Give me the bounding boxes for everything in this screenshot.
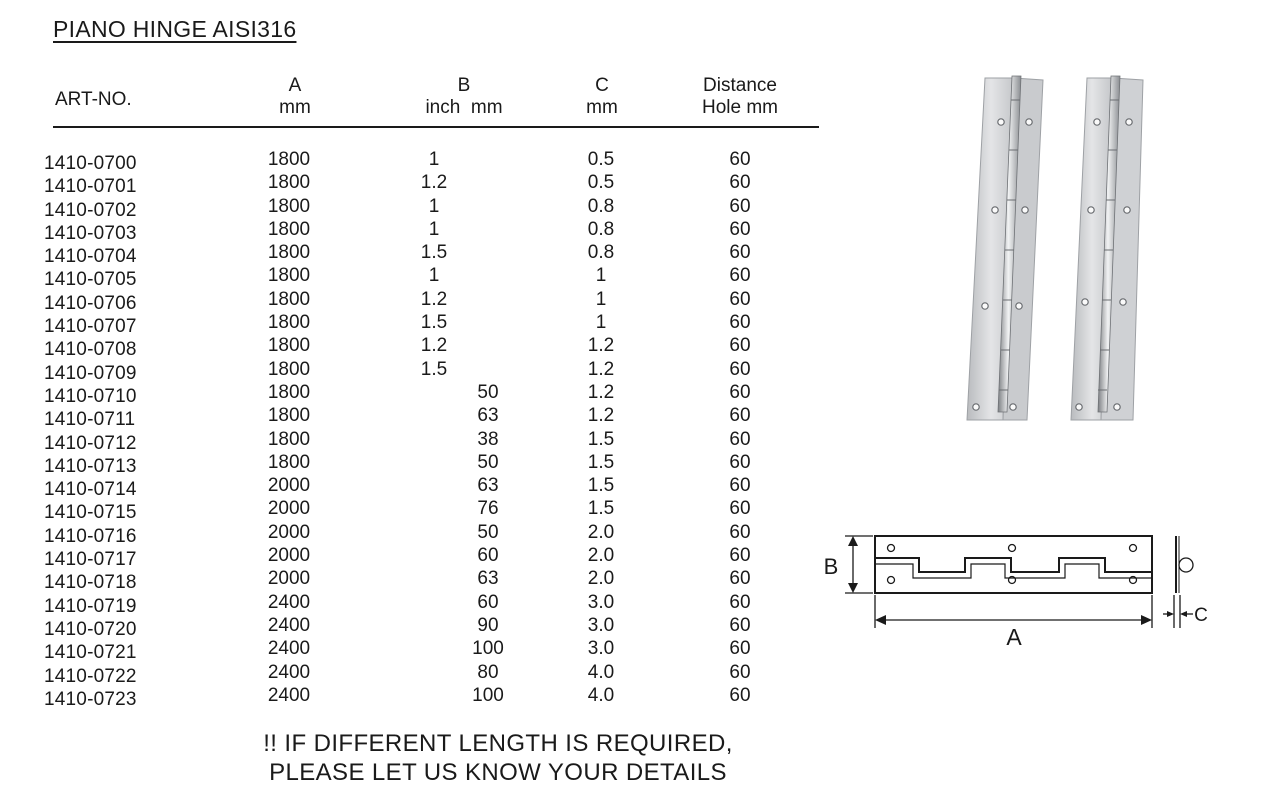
cell-length-a: 1800 [267,265,311,287]
cell-length-a: 1800 [267,405,311,427]
hinge-table-body [0,148,830,710]
cell-thickness-c: 0.8 [587,195,615,217]
cell-length-a: 1800 [267,242,311,264]
cell-width-mm: 50 [477,381,499,403]
cell-hole-distance: 60 [729,545,751,567]
table-row [0,591,830,617]
cell-art-no: 1410-0720 [44,618,137,640]
header-distance: Distance Hole mm [701,75,778,118]
header-art-no: ART-NO. [55,89,132,110]
cell-thickness-c: 0.8 [587,218,615,240]
piano-hinge-photo-icon [955,70,1155,426]
cell-hole-distance: 60 [729,312,751,334]
cell-thickness-c: 4.0 [587,661,615,683]
cell-thickness-c: 1 [595,288,607,310]
cell-hole-distance: 60 [729,475,751,497]
cell-width-inch: 1 [428,218,440,240]
cell-thickness-c: 3.0 [587,591,615,613]
table-row [0,521,830,547]
cell-thickness-c: 1 [595,265,607,287]
cell-hole-distance: 60 [729,428,751,450]
cell-width-inch: 1 [428,149,440,170]
cell-thickness-c: 1.2 [587,358,615,380]
cell-thickness-c: 1.5 [587,498,615,520]
cell-width-mm: 100 [472,684,504,706]
table-row [0,218,830,244]
cell-art-no: 1410-0719 [44,595,137,617]
cell-length-a: 1800 [267,358,311,380]
table-row [0,474,830,501]
cell-hole-distance: 60 [729,405,751,427]
table-row [0,358,830,384]
header-a: A mm [279,75,311,118]
cell-hole-distance: 60 [729,591,751,613]
table-row [0,311,830,338]
page-title: PIANO HINGE AISI316 [53,16,297,42]
cell-art-no: 1410-0709 [44,362,137,384]
table-row [0,241,830,268]
table-row [0,195,830,221]
cell-length-a: 1800 [267,381,311,403]
cell-hole-distance: 60 [729,661,751,683]
table-row [0,404,830,431]
cell-art-no: 1410-0704 [44,246,137,268]
table-row [0,334,830,361]
cell-art-no: 1410-0712 [44,432,137,454]
cell-length-a: 2000 [267,521,311,543]
cell-width-mm: 63 [477,568,499,590]
cell-art-no: 1410-0715 [44,502,137,524]
cell-thickness-c: 2.0 [587,568,615,590]
cell-length-a: 1800 [267,218,311,240]
cell-thickness-c: 1.2 [587,335,615,357]
cell-art-no: 1410-0711 [44,409,136,431]
table-row [0,428,830,454]
table-row [0,684,830,710]
cell-length-a: 2000 [267,475,311,497]
cell-thickness-c: 1.5 [587,428,615,450]
cell-hole-distance: 60 [729,172,751,194]
label-a: A [1006,624,1022,650]
cell-width-inch: 1.2 [420,335,448,357]
cell-art-no: 1410-0723 [44,688,137,710]
cell-width-inch: 1.2 [420,288,448,310]
cell-thickness-c: 1.5 [587,451,615,473]
cell-art-no: 1410-0718 [44,572,137,594]
cell-thickness-c: 1 [595,312,607,334]
cell-width-mm: 80 [477,661,499,683]
cell-width-mm: 90 [477,614,499,636]
cell-hole-distance: 60 [729,265,751,287]
cell-hole-distance: 60 [729,195,751,217]
table-row [0,148,830,174]
table-row [0,544,830,571]
table-row [0,497,830,524]
cell-hole-distance: 60 [729,684,751,706]
cell-art-no: 1410-0703 [44,222,137,244]
cell-length-a: 2000 [267,545,311,567]
label-c: C [1194,605,1208,626]
cell-length-a: 1800 [267,335,311,357]
table-row [0,637,830,664]
cell-hole-distance: 60 [729,568,751,590]
custom-length-note: !! IF DIFFERENT LENGTH IS REQUIRED, PLEASE LET US KNOW YOUR DETAILS [263,730,733,786]
cell-length-a: 1800 [267,195,311,217]
cell-art-no: 1410-0714 [44,479,137,501]
cell-width-mm: 38 [477,428,499,450]
cell-hole-distance: 60 [729,521,751,543]
cell-length-a: 2000 [267,498,311,520]
cell-length-a: 2400 [267,638,311,660]
cell-thickness-c: 2.0 [587,545,615,567]
cell-width-mm: 60 [477,545,499,567]
cell-art-no: 1410-0708 [44,339,137,361]
cell-width-inch: 1 [428,195,440,217]
cell-hole-distance: 60 [729,149,751,170]
cell-art-no: 1410-0716 [44,525,137,547]
cell-art-no: 1410-0721 [44,642,137,664]
cell-length-a: 1800 [267,149,311,170]
cell-thickness-c: 4.0 [587,684,615,706]
cell-width-mm: 76 [477,498,499,520]
table-row [0,264,830,291]
cell-thickness-c: 3.0 [587,638,615,660]
cell-length-a: 2000 [267,568,311,590]
cell-hole-distance: 60 [729,451,751,473]
cell-thickness-c: 1.2 [587,405,615,427]
cell-length-a: 1800 [267,428,311,450]
cell-hole-distance: 60 [729,614,751,636]
cell-hole-distance: 60 [729,288,751,310]
cell-art-no: 1410-0710 [44,385,137,407]
table-row [0,661,830,687]
cell-width-mm: 63 [477,405,499,427]
table-row [0,451,830,477]
cell-art-no: 1410-0717 [44,549,137,571]
header-b: B inch mm [425,75,503,118]
table-row [0,171,830,198]
header-rule [53,126,819,128]
cell-length-a: 2400 [267,591,311,613]
cell-length-a: 1800 [267,451,311,473]
cell-width-mm: 50 [477,451,499,473]
cell-thickness-c: 2.0 [587,521,615,543]
cell-art-no: 1410-0702 [44,199,137,221]
cell-width-inch: 1 [428,265,440,287]
cell-art-no: 1410-0713 [44,455,137,477]
cell-width-inch: 1.5 [420,312,448,334]
cell-width-inch: 1.5 [420,242,448,264]
cell-hole-distance: 60 [729,358,751,380]
cell-hole-distance: 60 [729,242,751,264]
cell-art-no: 1410-0707 [44,316,137,338]
cell-length-a: 1800 [267,172,311,194]
table-row [0,288,830,314]
cell-hole-distance: 60 [729,638,751,660]
cell-width-mm: 60 [477,591,499,613]
table-row [0,381,830,407]
cell-length-a: 1800 [267,312,311,334]
cell-width-inch: 1.5 [420,358,448,380]
cell-art-no: 1410-0705 [44,269,137,291]
cell-hole-distance: 60 [729,381,751,403]
cell-thickness-c: 0.5 [587,149,615,170]
cell-width-mm: 63 [477,475,499,497]
cell-hole-distance: 60 [729,498,751,520]
cell-art-no: 1410-0700 [44,153,137,174]
cell-width-mm: 50 [477,521,499,543]
cell-thickness-c: 3.0 [587,614,615,636]
table-row [0,567,830,594]
hinge-dimension-diagram-icon [815,528,1215,658]
label-b: B [823,554,839,579]
cell-hole-distance: 60 [729,335,751,357]
cell-thickness-c: 1.2 [587,381,615,403]
cell-width-inch: 1.2 [420,172,448,194]
header-c: C mm [586,75,618,118]
cell-length-a: 2400 [267,614,311,636]
cell-thickness-c: 1.5 [587,475,615,497]
cell-thickness-c: 0.5 [587,172,615,194]
table-row [0,614,830,640]
cell-length-a: 1800 [267,288,311,310]
cell-hole-distance: 60 [729,218,751,240]
cell-length-a: 2400 [267,661,311,683]
cell-length-a: 2400 [267,684,311,706]
cell-art-no: 1410-0706 [44,292,137,314]
cell-thickness-c: 0.8 [587,242,615,264]
cell-width-mm: 100 [472,638,504,660]
cell-art-no: 1410-0722 [44,665,137,687]
cell-art-no: 1410-0701 [44,176,137,198]
